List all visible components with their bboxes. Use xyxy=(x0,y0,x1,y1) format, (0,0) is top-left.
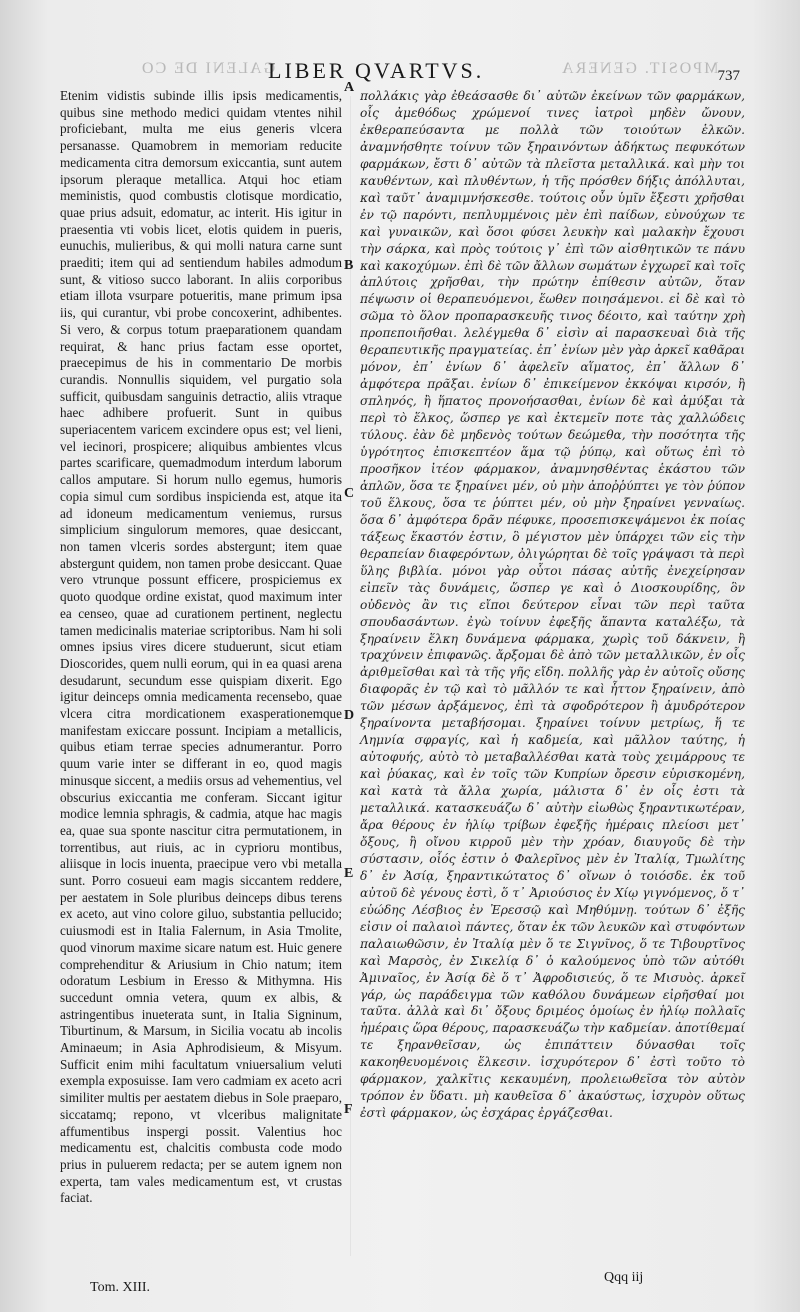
greek-text: πολλάκις γὰρ ἐθεάσασθε δι᾽ αὐτῶν ἐκείνων τῶν φαρμάκων, οἷς ἀμεθόδως χρώμενοί τινες ἰατροὶ μηδὲν ὤνουν, ἐκθεραπεύσαντα με πολλὰ τῶν τοιούτων ἑλκῶν. ἀναμνήσθητε τοίνυν τῶν ξηραινόντων ἀδήκτως πεφυκότων φαρμάκων, ἔστι δ᾽ αὐτῶν τὰ πλεῖστα μεταλλικά. καὶ μὴν τοι καυθέντων, καὶ πλυθέντων, ἡ τῆς πρόσθεν δήξις ἀπόλλυται, καὶ ταῦτ᾽ ἀναμιμνήσκεσθε. τούτοις οὖν ὑμῖν ἔξεστι χρῆσθαι ἐν τῷ παρόντι, πεπλυμμένοις μὲν ἐπὶ παίδων, εὐνούχων τε καὶ γυναικῶν, καὶ ὅσοι φύσει λευκὴν καὶ μαλακὴν ἔχουσι τὴν σάρκα, καὶ πρὸς τούτοις γ᾽ ἐπὶ τῶν αἰσθητικῶν τε πάνυ καὶ κακοχύμων. ἐπὶ δὲ τῶν ἄλλων σωμάτων ἐγχωρεῖ καὶ τοῖς ἀπλύτοις χρῆσθαι, τὴν πρώτην ἐπίθεσιν αὐτῶν, ὅταν πέψωσιν οἱ θεραπευόμενοι, ἕωθεν ποιησάμενοι. εἰ δὲ καὶ τὸ σῶμα τὸ ὅλον προπαρασκευῆς τινος δέοιτο, καὶ ταύτην χρὴ προπεποιῆσθαι. λελέγμεθα δ᾽ εἰσὶν αἱ παρασκευαὶ διὰ τῆς θεραπευτικῆς πραγματείας. ἐπ᾽ ἐνίων μὲν γὰρ ἀρκεῖ καθᾶραι μόνον, ἐπ᾽ ἐνίων δ᾽ ἀφελεῖν αἵματος, ἐπ᾽ ἄλλων δ᾽ ἀμφότερα πρᾶξαι. ἐνίων δ᾽ ἐπικείμενον ἐκκόψαι κιρσόν, ἢ σπληνός, ἢ ἥπατος προνοήσασθαι, ἐνίων δὲ καὶ ἀμύξαι τὰ περὶ τὸ ἕλκος, ὥσπερ γε καὶ ἐκτεμεῖν ποτε τὰς χαλλώδεις τύλους. ἐὰν δὲ μηδενὸς τούτων δεώμεθα, τὴν ποσότητα τῆς ὑγρότητος ἐπισκεπτέον ἅμα τῷ ῥύπῳ, καὶ οὕτως ἐπὶ τὸ προσῆκον ἰτέον φάρμακον, ἀναμνησθέντας ἑκάστου τῶν ἁπλῶν, ὅσα τε ξηραίνει μέν, οὐ μὴν ἀποῤῥύπτει γε τὸν ῥύπον τοῦ ἕλκους, ὅσα τε ῥύπτει μέν, οὐ μὴν ξηραίνει γενναίως. ὅσα δ᾽ ἀμφότερα δρᾶν πέφυκε, προσεπισκεψάμενοι ἐκ ποίας τάξεως ἕκαστόν ἐστιν, ὃ μέγιστον μὲν ὑπάρχει τῶν εἰς τὴν θεραπείαν διαφερόντων, ὀλιγώρηται δὲ τοῖς γράψασι τὰ περὶ ὕλης βιβλία. μόνοι γὰρ οὗτοι πάσας αὐτῆς ἐνεχείρησαν εἰπεῖν τὰς δυνάμεις, ὥσπερ γε καὶ ὁ Διοσκουρίδης, ὃν οὐδενὸς ἂν τις εἴποι δεύτερον εἶναι τῶν περὶ ταῦτα σπουδασάντων. ἐγὼ τοίνυν ἐφεξῆς ἅπαντα καταλέξω, τὰ ξηραίνειν ἕλκη δυνάμενα φάρμακα, χωρὶς τοῦ δάκνειν, ἢ τραχύνειν ἐπιφανῶς. ἄρξομαι δὲ ἀπὸ τῶν μεταλλικῶν, ἐν οἷς ἀριθμεῖσθαι καὶ τὰ τῆς γῆς εἴδη. πολλῆς γὰρ ἐν αὐτοῖς οὔσης διαφορᾶς ἐν τῷ καὶ τὸ μᾶλλόν τε καὶ ἧττον ξηραίνειν, ἀπὸ τῶν μέσων ἀρξάμενος, ἐπὶ τὰ σφοδρότερον ἢ ἀμυδρότερον ξηραίνοντα μεταβήσομαι. ξηραίνει τοίνυν μετρίως, ἥ τε Λημνία σφραγίς, καὶ ἡ καδμεία, καὶ μᾶλλον ταύτης, ἡ αὐτοφυής, αὐτὸ τὸ μεταβαλλέσθαι κατὰ τοὺς χειμάρρους τε καὶ ῥύακας, καὶ ἐν τοῖς τῶν Κυπρίων ὄρεσιν εὑρισκομένη, καὶ κατὰ τὰ ἄλλα χωρία, μάλιστα δ᾽ ἐν οἷς ἐστι τὰ μεταλλικά. κατασκευάζω δ᾽ αὐτὴν εἰωθὼς ξηραντικωτέραν, ἄρα θέρους ἐν ἡλίῳ τρίβων ἐφεξῆς ἡμέραις πλείοσι μετ᾽ ὄξους, ἢ οἴνου κιρροῦ μὲν τὴν χρόαν, διαυγοῦς δὲ τὴν σύστασιν, οἷός ἐστιν ὁ Φαλερῖνος μὲν ἐν Ἰταλίᾳ, Τμωλίτης δ᾽ ἐν Ἀσίᾳ, ξηραντικώτατος δ᾽ οἴνων ὁ τοιόσδε. ἐκ τοῦ αὐτοῦ δὲ γένους ἐστὶ, ὅ τ᾽ Ἀριούσιος ἐν Χίῳ γιγνόμενος, ὅ τ᾽ εὐώδης Λέσβιος ἐν Ἐρεσσῷ καὶ Μηθύμνῃ. τούτων δ᾽ ἐξῆς εἰσιν οἱ παλαιοὶ πάντες, ὅταν ἐκ τῶν λευκῶν καὶ στυφόντων παλαιωθῶσιν, ἐν Ἰταλίᾳ μὲν ὅ τε Σιγνῖνος, ὅ τε Τιβουρτῖνος καὶ Μαρσὸς, ἐν Σικελίᾳ δ᾽ ὁ καλούμενος ὑπὸ τῶν αὐτόθι Ἀμιναῖος, ἐν Ἀσίᾳ δὲ ὅ τ᾽ Ἀφροδισιεύς, ὅ τε Μισυὸς. ἀρκεῖ γάρ, ὡς παράδειγμα τῶν καθόλου δυνάμεων εἰρῆσθαί μοι ταῦτα. ἀλλὰ καὶ δι᾽ ὄξους δριμέος ὁμοίως ἐν ἡλίῳ πολλαῖς ἡμέραις ὥρα θέρους, παρασκευάζω τὴν καδμείαν. ἀποτίθεμαί τε ξηρανθεῖσαν, ὡς ἐπιπάττειν δύνασθαι τοῖς κακοηθευομένοις ἕλκεσιν. ἰσχυρότερον δ᾽ ἐστὶ τοῦτο τὸ φάρμακον, χαλκῖτις κεκαυμένη, προλειωθεῖσα τὸν αὐτὸν τρόπον ἐν ὕδατι. μὴ καυθεῖσα δ᾽ ἀκαύστως, ἰσχυρὸν οὕτως ἐστὶ φάρμακον, ὡς ἐσχάρας ἐργάζεσθαι. xyxy=(360,89,745,1121)
margin-letter-c: C xyxy=(344,486,355,501)
margin-letters xyxy=(342,80,358,1180)
greek-column xyxy=(360,88,745,1122)
margin-letter-f: F xyxy=(344,1102,353,1117)
signature-mark: Qqq iij xyxy=(604,1270,644,1285)
bleed-through-text: GALENI DE CO xyxy=(140,60,276,77)
margin-letter-a: A xyxy=(344,80,355,95)
volume-label: Tom. XIII. xyxy=(90,1280,151,1295)
running-head: LIBER QVARTVS. xyxy=(268,58,485,83)
latin-text: Etenim vidistis subinde illis ipsis medicamentis, quibus sine methodo medici quidam vtentes nihil proficiebant, multa me eius generis vlcera persanasse. Quamobrem in memoriam reducite medicamenta citra demorsum exiccantia, sunt autem ipsorum pleraque metallica. Atqui hoc etiam meministis, quod combustis clotisque mordicatio, quae prius adsuit, edomatur, ac interit. His igitur in praesentia vti vobis licet, elotis quidem in pueris, eunuchis, mulieribus, & qui molli natura carne sunt praediti; item qui ad sentiendum habiles admodum sunt, & vitioso succo laborant. In aliis corporibus etiam illota vsurpare potueritis, mane primum ipsa iis, qui curantur, vbi probe concoxerint, adhibentes. Si vero, & corpus totum praeparationem quandam requirat, & hanc prius factam esse oportet, praecepimus de his in commentario De morbis curandis. Nonnullis siquidem, vel purgatio sola sufficit, quibusdam sanguinis detractio, aliis vtraque haec adhibere profuerit. Sunt in quibus superiacentem varicem excindere opus est; vel lieni, vel iecinori, prospicere; aliquibus ambientes vlcus partes scarificare, quemadmodum interdum laborum callos amputare. Si horum nullo egemus, humoris copia simul cum sordibus inspicienda est, atque ita ad idoneum medicamentum veniemus, rursus simplicium singulorum memores, quae desiccant, non tamen vlceris sordes abstergunt; item quae abstergunt quidem, non tamen probe desiccant. Quae vero vtrunque possunt efficere, prospiciemus ex quoto quodque ordine existat, quod maximum inter ea censeo, quae ad curationem pertinent, neglectu tamen medicinalis materiae scriptoribus. Nam hi soli omnes ipsius vires dicere studuerunt, sicut etiam Dioscorides, quem nulli eorum, qui in ea quasi arena desudarunt, secundum esse quispiam dixerit. Ego igitur deinceps omnia medicamenta recensebo, quae vlcera citra mordicationem exasperationemque manifestam exiccare possunt. Incipiam a metallicis, quibus etiam terrae species adnumerantur. Porro quum varie inter se differant in eo, quod magis minusque siccent, a mediis orsus ad vehementius, vel obscurius exiccantia me conferam. Siccant igitur modice lemnia sphragis, & cadmia, atque hac magis ea, quae sua sponte nascitur citra permutationem, in torrentibus, aut riuis, ac in cyprioru montibus, aliisque in locis inuenta, praecipue vero vbi metalla sunt. Porro cosueui eam magis siccantem reddere, per aestatem in Sole pluribus deinceps dibus terens ex aceto, aut vino colore giluo, substantia pellucido; cuiusmodi est in Italia Falernum, in Asia Tmolite, quod vinorum maxime sicare natum est. Huic genere comprehenditur & Ariusium in Chio natum; item odoratum Lesbium in Eresso & Mithymna. His succedunt omnia vetera, quum ex albis, & astringentibus inueterata sunt, in Italia Signinum, Tiburtinum, & Marsum, in Sicilia vocatu ab incolis Aminaeum; in Asia Aphrodisieum, & Misyum. Sufficit enim mihi facultatum vniuersalium veluti exempla exposuisse. Iam vero cadmiam ex aceto acri similiter multis per aestatem diebus in Sole praeparo, siccatamq; repono, vt vlceribus malignitate affumentibus inspergi possit. Valentius hoc medicamentu est, chalcitis combusta code modo prius in puluerem redacta; per se autem ignem non experta, tam vales medicamentum est, vt crustas faciat. xyxy=(60,88,342,1206)
margin-letter-d: D xyxy=(344,708,355,723)
page-number: 737 xyxy=(717,68,740,84)
margin-letter-e: E xyxy=(344,866,354,881)
bleed-through-text-right: MPOSIT. GENERA xyxy=(560,60,719,77)
latin-column xyxy=(60,88,342,1207)
margin-letter-b: B xyxy=(344,258,354,273)
